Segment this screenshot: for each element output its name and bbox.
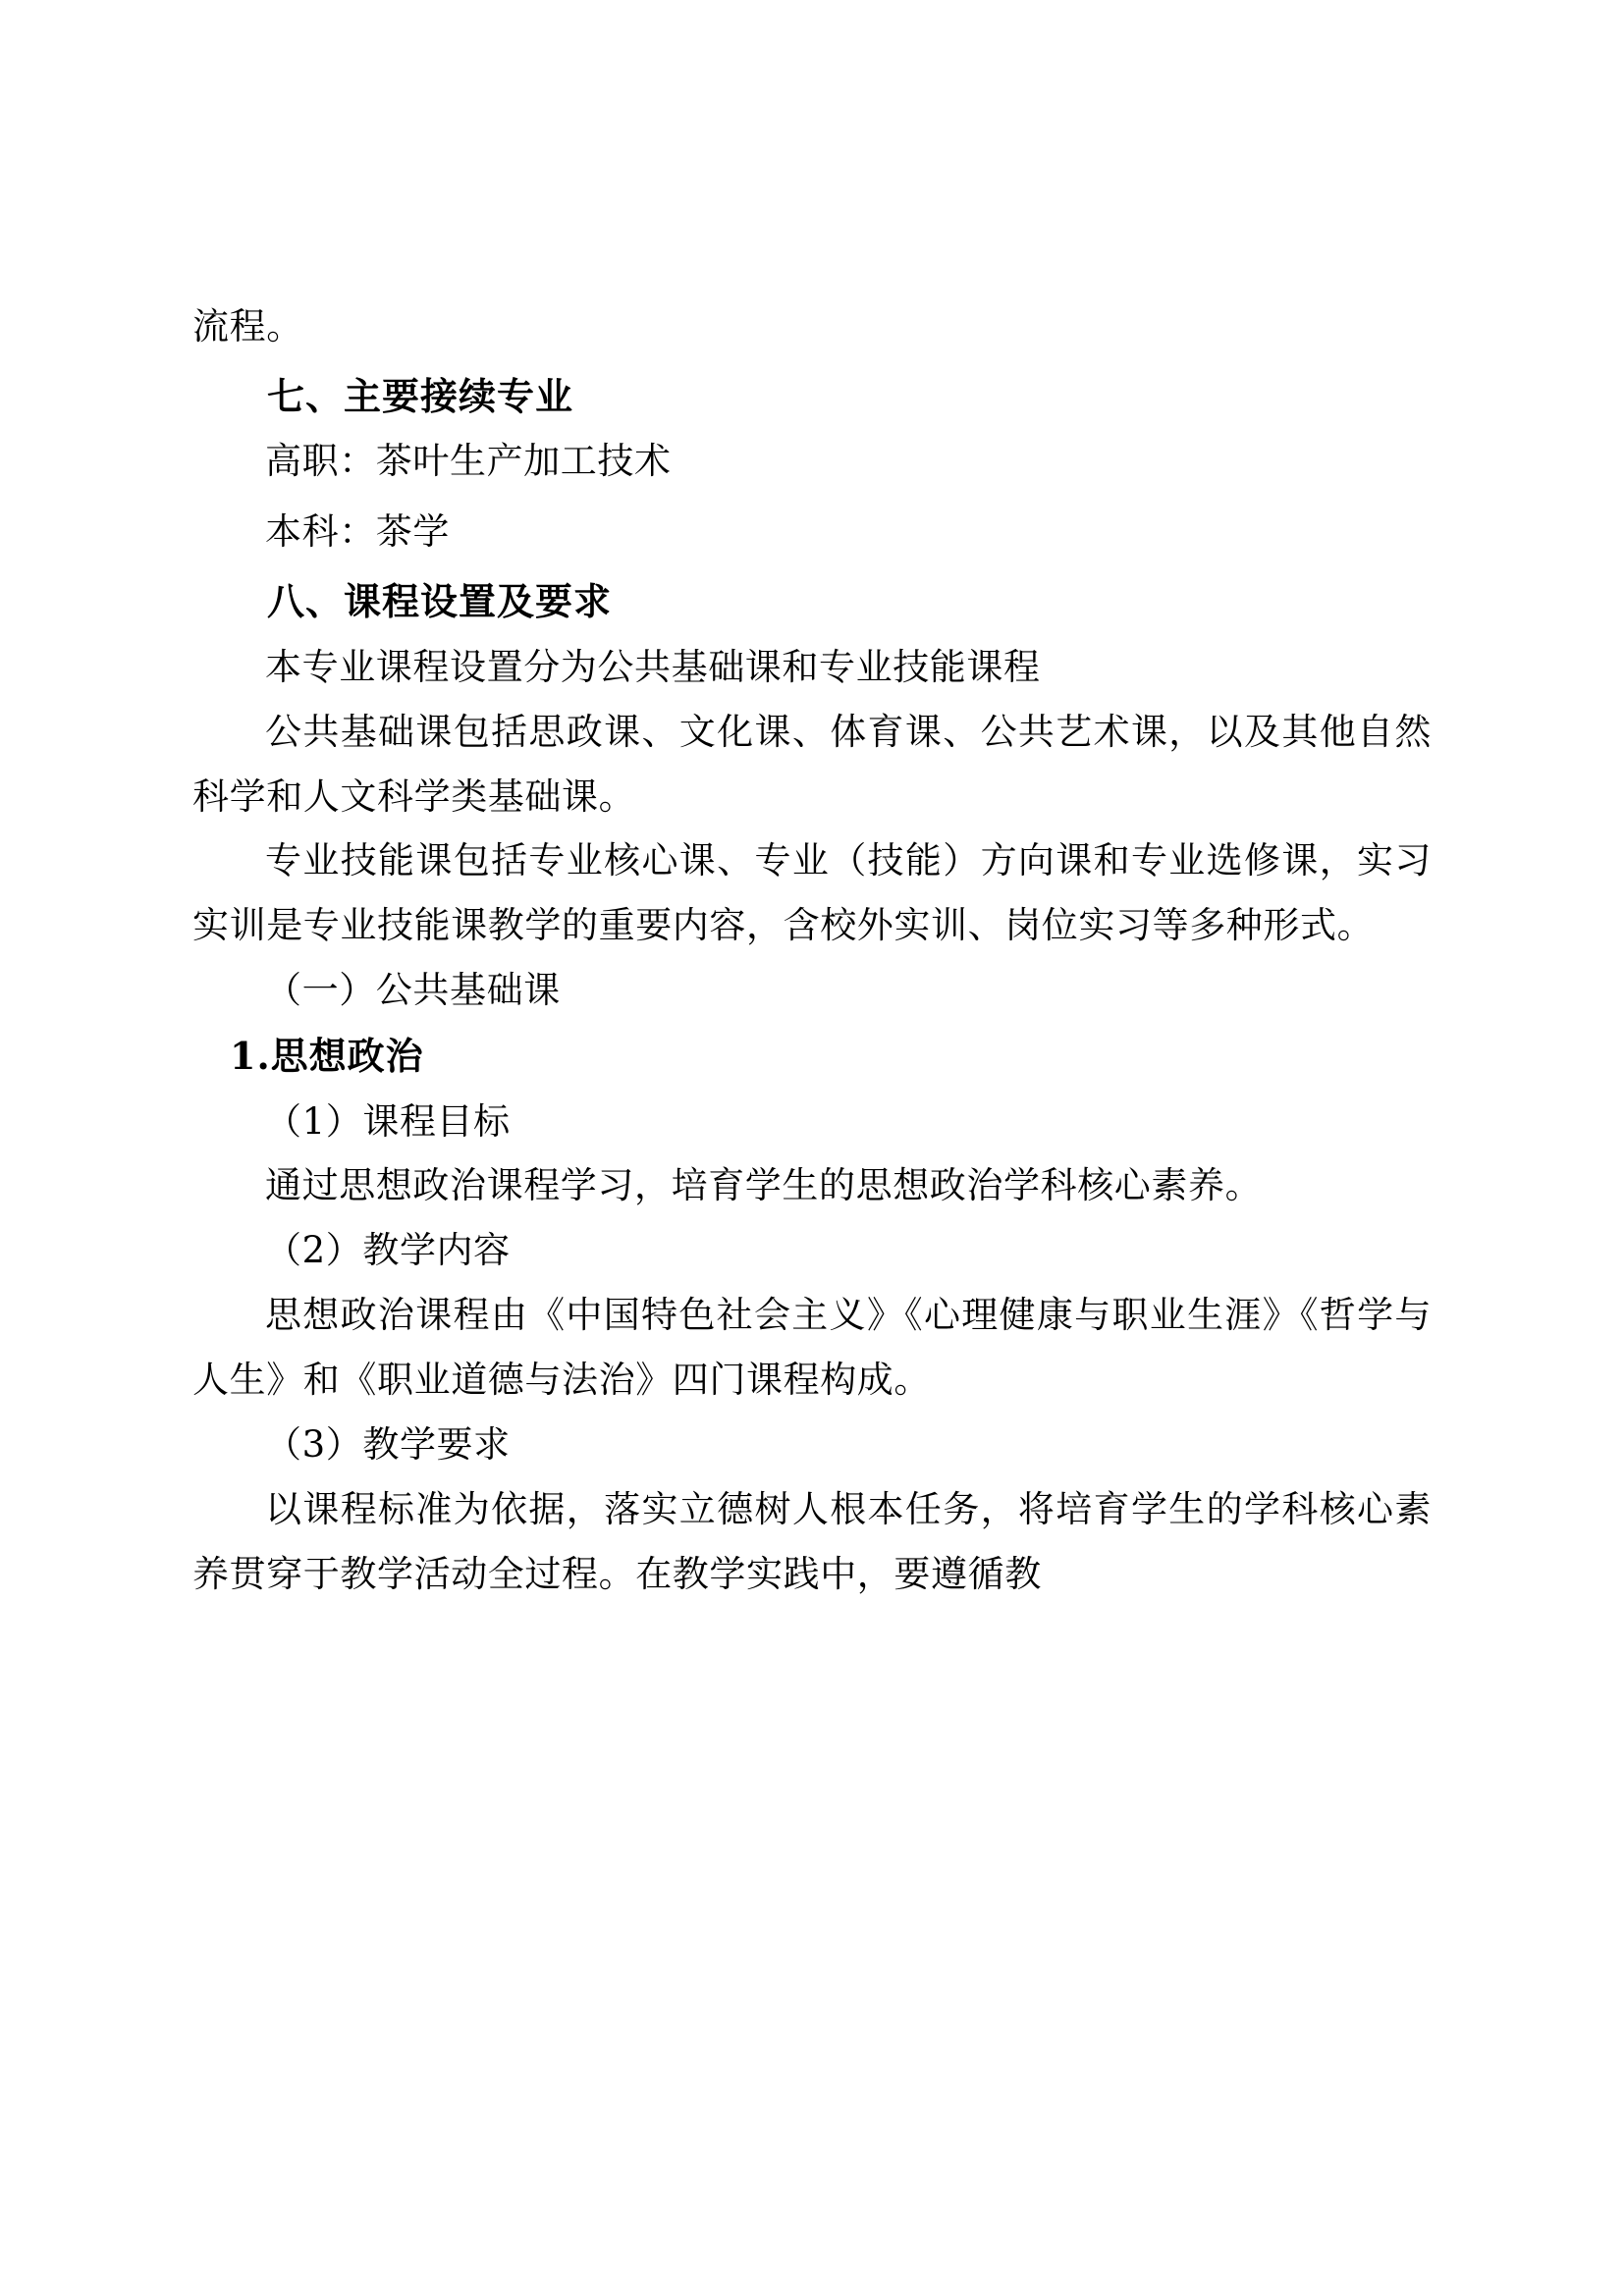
paragraph-continued: 流程。 bbox=[192, 305, 303, 347]
document-body bbox=[192, 294, 1432, 1606]
paragraph-teaching-requirement-label: （3）教学要求 bbox=[265, 1422, 511, 1466]
paragraph-general-courses: 公共基础课包括思政课、文化课、体育课、公共艺术课，以及其他自然科学和人文科学类基础课。 bbox=[192, 710, 1432, 818]
section-heading-7: 七、主要接续专业 bbox=[267, 373, 574, 418]
paragraph-higher-vocational: 高职：茶叶生产加工技术 bbox=[265, 440, 672, 483]
paragraph-teaching-content-label: （2）教学内容 bbox=[265, 1229, 511, 1272]
paragraph-course-overview: 本专业课程设置分为公共基础课和专业技能课程 bbox=[265, 645, 1041, 688]
paragraph-skill-courses: 专业技能课包括专业核心课、专业（技能）方向课和专业选修课，实习实训是专业技能课教学的重要内容，含校外实训、岗位实习等多种形式。 bbox=[192, 839, 1432, 947]
paragraph-subsection-one: （一）公共基础课 bbox=[265, 969, 561, 1012]
subheading-ideology-politics: 1.思想政治 bbox=[230, 1033, 424, 1078]
paragraph-course-objective-label: （1）课程目标 bbox=[265, 1099, 511, 1143]
paragraph-teaching-requirement-text: 以课程标准为依据，落实立德树人根本任务，将培育学生的学科核心素养贯穿于教学活动全过程。在教学实践中，要遵循教 bbox=[192, 1487, 1432, 1595]
section-heading-8: 八、课程设置及要求 bbox=[267, 579, 613, 624]
paragraph-course-objective-text: 通过思想政治课程学习，培育学生的思想政治学科核心素养。 bbox=[265, 1164, 1263, 1207]
paragraph-teaching-content-text: 思想政治课程由《中国特色社会主义》《心理健康与职业生涯》《哲学与人生》和《职业道德与法治》四门课程构成。 bbox=[192, 1294, 1432, 1402]
paragraph-undergraduate: 本科：茶学 bbox=[265, 510, 450, 554]
